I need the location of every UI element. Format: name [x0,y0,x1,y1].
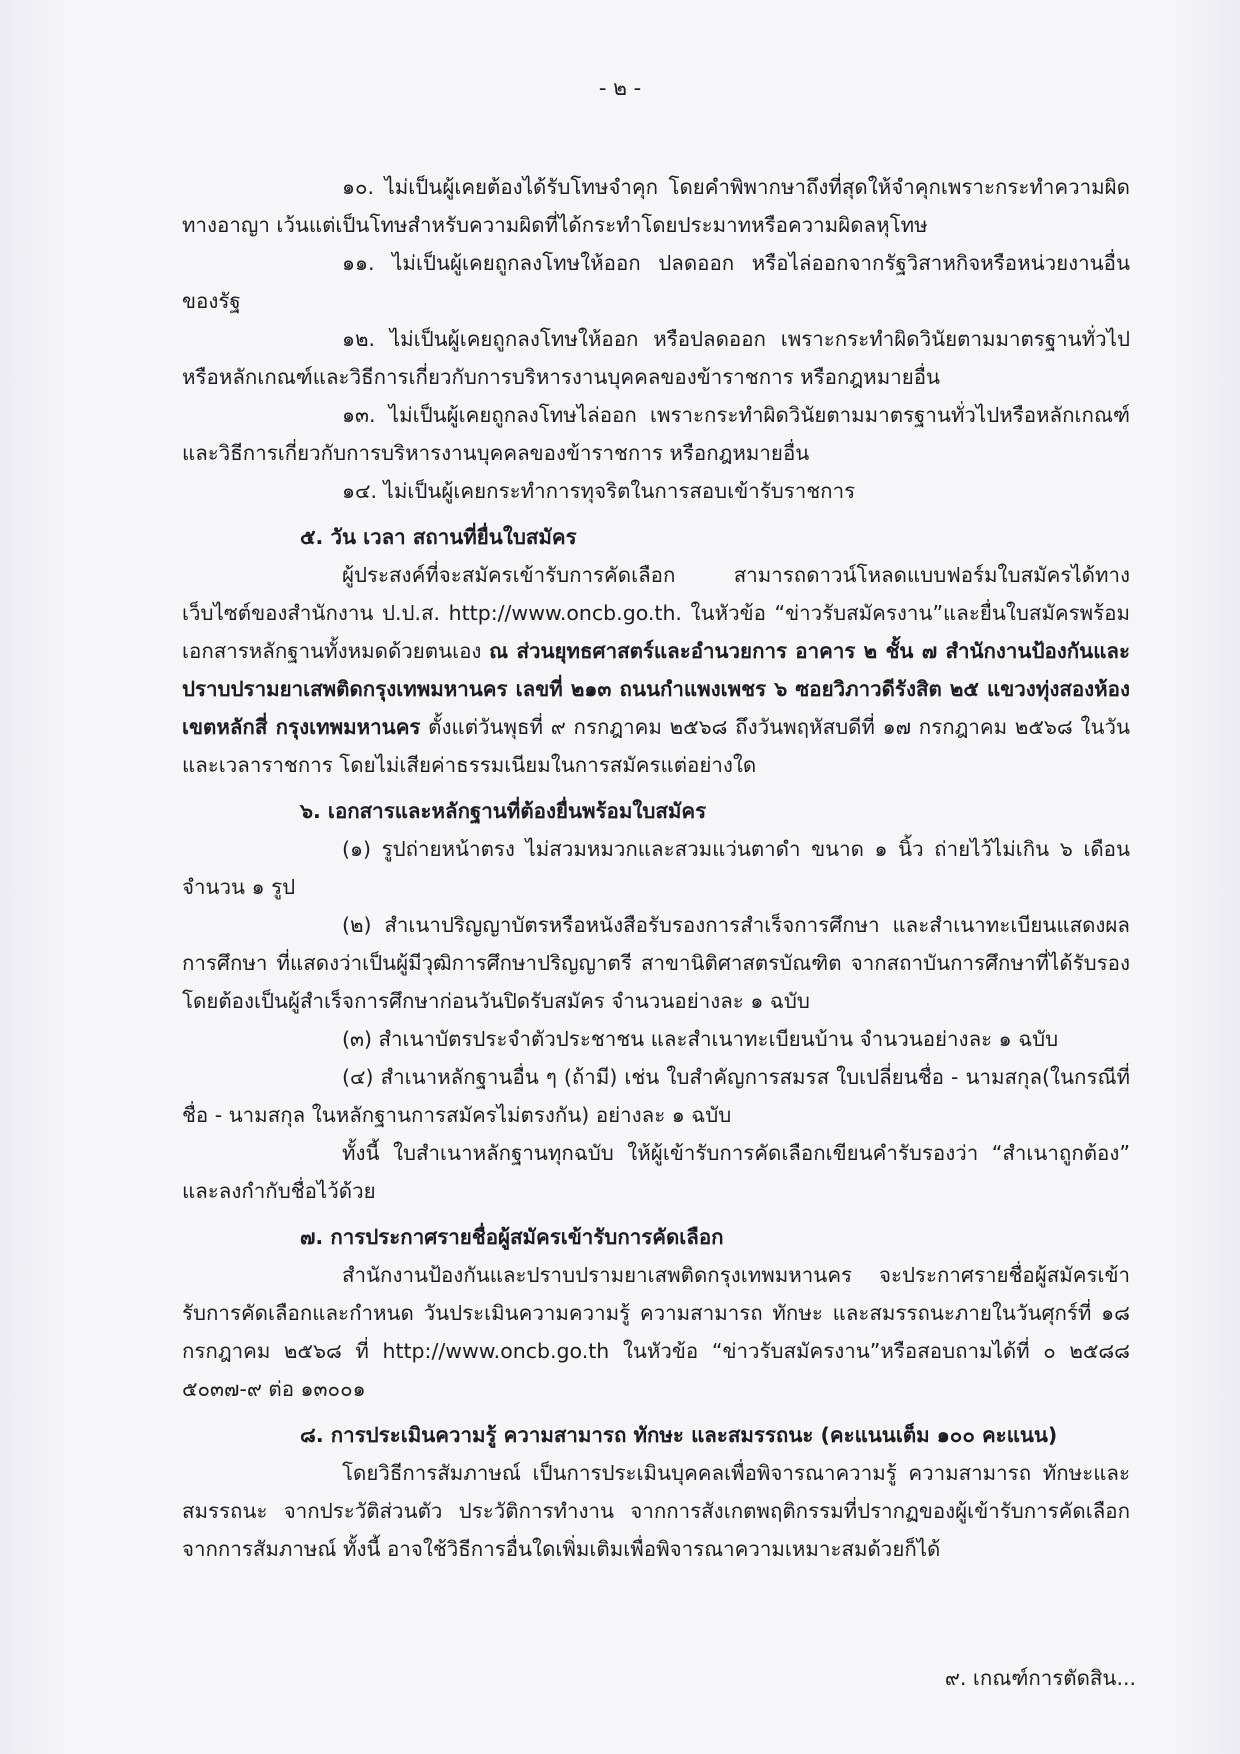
document-item-1: (๑) รูปถ่ายหน้าตรง ไม่สวมหมวกและสวมแว่นตาดำ ขนาด ๑ นิ้ว ถ่ายไว้ไม่เกิน ๖ เดือนจำนวน ๑ รูป [182,837,1130,899]
section-5-address: ณ ส่วนยุทธศาสตร์และอำนวยการ อาคาร ๒ ชั้น ๗ สำนักงานป้องกันและปราบปรามยาเสพติดกรุงเทพมหานคร เลขที่ ๒๑๓ ถนนกำแพงเพชร ๖ ซอยวิภาวดีรังสิต ๒๕ แขวงทุ่งสองห้อง เขตหลักสี่ กรุงเทพมหานคร [182,639,1130,739]
item-10: ๑๐. ไม่เป็นผู้เคยต้องได้รับโทษจำคุก โดยคำพิพากษาถึงที่สุดให้จำคุกเพราะกระทำความผิดทางอาญา เว้นแต่เป็นโทษสำหรับความผิดที่ได้กระทำโดยประมาทหรือความผิดลหุโทษ [182,175,1130,237]
document-item-2: (๒) สำเนาปริญญาบัตรหรือหนังสือรับรองการสำเร็จการศึกษา และสำเนาทะเบียนแสดงผลการศึกษา ที่แสดงว่าเป็นผู้มีวุฒิการศึกษาปริญญาตรี สาขานิติศาสตรบัณฑิต จากสถาบันการศึกษาที่ได้รับรองโดยต้องเป็นผู้สำเร็จการศึกษาก่อนวันปิดรับสมัคร จำนวนอย่างละ ๑ ฉบับ [182,913,1130,1013]
document-body [182,168,1130,1568]
section-6-note: ทั้งนี้ ใบสำเนาหลักฐานทุกฉบับ ให้ผู้เข้ารับการคัดเลือกเขียนคำรับรองว่า “สำเนาถูกต้อง” และลงกำกับชื่อไว้ด้วย [182,1141,1130,1203]
continuation-footer: ๙. เกณฑ์การตัดสิน... [944,1666,1136,1690]
page-number: - ๒ - [598,76,642,100]
section-5-text-start: ผู้ประสงค์ที่จะสมัครเข้ารับการคัดเลือก สามารถดาวน์โหลดแบบฟอร์มใบสมัครได้ทางเว็บไซต์ของสำนักงาน ป.ป.ส. http://www.oncb.go.th. ในหัวข้อ “ข่าวรับสมัครงาน”และยื่นใบสมัครพร้อมเอกสารหลักฐานทั้งหมดด้วยตนเอง [182,563,1130,663]
item-14: ๑๔. ไม่เป็นผู้เคยกระทำการทุจริตในการสอบเข้ารับราชการ [342,479,856,503]
section-8-heading: ๘. การประเมินความรู้ ความสามารถ ทักษะ และสมรรถนะ (คะแนนเต็ม ๑๐๐ คะแนน) [300,1423,1058,1447]
section-5-heading: ๕. วัน เวลา สถานที่ยื่นใบสมัคร [300,525,577,549]
section-7-paragraph: สำนักงานป้องกันและปราบปรามยาเสพติดกรุงเทพมหานคร จะประกาศรายชื่อผู้สมัครเข้ารับการคัดเลือกและกำหนด วันประเมินความความรู้ ความสามารถ ทักษะ และสมรรถนะภายในวันศุกร์ที่ ๑๘ กรกฎาคม ๒๕๖๘ ที่ http://www.oncb.go.th ในหัวข้อ “ข่าวรับสมัครงาน”หรือสอบถามได้ที่ ๐ ๒๕๘๘ ๕๐๓๗-๙ ต่อ ๑๓๐๐๑ [182,1263,1130,1401]
section-8-paragraph: โดยวิธีการสัมภาษณ์ เป็นการประเมินบุคคลเพื่อพิจารณาความรู้ ความสามารถ ทักษะและสมรรถนะ จากประวัติส่วนตัว ประวัติการทำงาน จากการสังเกตพฤติกรรมที่ปรากฏของผู้เข้ารับการคัดเลือกจากการสัมภาษณ์ ทั้งนี้ อาจใช้วิธีการอื่นใดเพิ่มเติมเพื่อพิจารณาความเหมาะสมด้วยก็ได้ [182,1461,1130,1561]
section-5-text-end: ตั้งแต่วันพุธที่ ๙ กรกฎาคม ๒๕๖๘ ถึงวันพฤหัสบดีที่ ๑๗ กรกฎาคม ๒๕๖๘ ในวันและเวลาราชการ โดยไม่เสียค่าธรรมเนียมในการสมัครแต่อย่างใด [182,715,1130,777]
document-item-3: (๓) สำเนาบัตรประจำตัวประชาชน และสำเนาทะเบียนบ้าน จำนวนอย่างละ ๑ ฉบับ [342,1027,1059,1051]
section-5-paragraph [182,556,1130,784]
section-7-heading: ๗. การประกาศรายชื่อผู้สมัครเข้ารับการคัดเลือก [300,1225,724,1249]
section-6-heading: ๖. เอกสารและหลักฐานที่ต้องยื่นพร้อมใบสมัคร [300,799,707,823]
item-13: ๑๓. ไม่เป็นผู้เคยถูกลงโทษไล่ออก เพราะกระทำผิดวินัยตามมาตรฐานทั่วไปหรือหลักเกณฑ์และวิธีการเกี่ยวกับการบริหารงานบุคคลของข้าราชการ หรือกฎหมายอื่น [182,403,1130,465]
item-12: ๑๒. ไม่เป็นผู้เคยถูกลงโทษให้ออก หรือปลดออก เพราะกระทำผิดวินัยตามมาตรฐานทั่วไปหรือหลักเกณฑ์และวิธีการเกี่ยวกับการบริหารงานบุคคลของข้าราชการ หรือกฎหมายอื่น [182,327,1130,389]
document-item-4: (๔) สำเนาหลักฐานอื่น ๆ (ถ้ามี) เช่น ใบสำคัญการสมรส ใบเปลี่ยนชื่อ - นามสกุล(ในกรณีที่ชื่อ - นามสกุล ในหลักฐานการสมัครไม่ตรงกัน) อย่างละ ๑ ฉบับ [182,1065,1130,1127]
item-11: ๑๑. ไม่เป็นผู้เคยถูกลงโทษให้ออก ปลดออก หรือไล่ออกจากรัฐวิสาหกิจหรือหน่วยงานอื่นของรัฐ [182,251,1130,313]
